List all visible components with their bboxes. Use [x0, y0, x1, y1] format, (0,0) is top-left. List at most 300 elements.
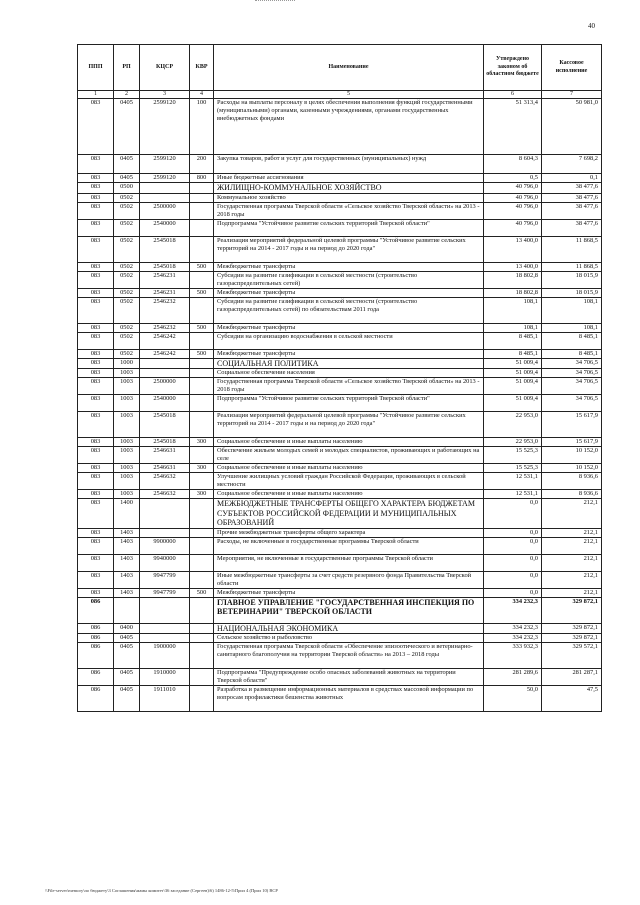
cell-ppp: 083	[78, 537, 114, 554]
cell-rp: 1003	[114, 395, 140, 412]
table-row	[78, 464, 602, 473]
cell-cash: 212,1	[542, 554, 602, 571]
page-number: 40	[588, 22, 595, 30]
cell-approved: 0,0	[484, 588, 542, 597]
cell-kvr	[190, 528, 214, 537]
cell-kcsr: 2546631	[140, 464, 190, 473]
cell-rp: 1003	[114, 447, 140, 464]
cell-kcsr	[140, 528, 190, 537]
top-edge-mark	[255, 0, 295, 3]
cell-ppp: 083	[78, 202, 114, 219]
cell-cash: 108,1	[542, 323, 602, 332]
cell-approved: 12 531,1	[484, 473, 542, 490]
cell-name: Межбюджетные трансферты	[214, 323, 484, 332]
cell-ppp: 083	[78, 358, 114, 369]
cell-cash: 212,1	[542, 571, 602, 588]
cell-cash: 8 485,1	[542, 332, 602, 349]
cell-kvr	[190, 358, 214, 369]
cell-approved: 334 232,3	[484, 623, 542, 634]
cell-rp: 0400	[114, 623, 140, 634]
table-row	[78, 155, 602, 174]
cell-kvr	[190, 369, 214, 378]
cell-name: МЕЖБЮДЖЕТНЫЕ ТРАНСФЕРТЫ ОБЩЕГО ХАРАКТЕРА БЮДЖЕТАМ СУБЪЕКТОВ РОССИЙСКОЙ ФЕДЕРАЦИИ И МУНИЦИПАЛЬНЫХ ОБРАЗОВАНИЙ	[214, 499, 484, 529]
cell-approved: 333 932,3	[484, 643, 542, 669]
cell-approved: 18 802,8	[484, 288, 542, 297]
cell-cash: 47,5	[542, 686, 602, 712]
table-row	[78, 395, 602, 412]
cell-ppp: 083	[78, 262, 114, 271]
cell-ppp: 083	[78, 193, 114, 202]
cell-kvr	[190, 378, 214, 395]
table-row	[78, 358, 602, 369]
cell-kvr	[190, 412, 214, 438]
file-path-footer: \\File-server\memory\по бюджету\3 Соглашения\мамы комитет\36 заседание (Сергеев)\6) 1486-12-5\Прил 4 (Прил 10) ВСР	[45, 888, 278, 893]
cell-ppp: 083	[78, 99, 114, 155]
cell-cash: 8 485,1	[542, 349, 602, 358]
budget-table	[77, 44, 602, 712]
cell-approved: 8 485,1	[484, 332, 542, 349]
cell-name: Реализация мероприятий федеральной целевой программы "Устойчивое развитие сельских территорий на 2014 - 2017 годы и на период до 2020 года"	[214, 412, 484, 438]
cell-ppp: 083	[78, 438, 114, 447]
cell-kvr	[190, 597, 214, 623]
cell-ppp: 083	[78, 174, 114, 183]
cell-ppp: 083	[78, 499, 114, 529]
column-index: 6	[484, 91, 542, 99]
cell-cash: 10 152,0	[542, 464, 602, 473]
cell-cash: 8 936,6	[542, 490, 602, 499]
cell-name: Субсидии на организацию водоснабжения в сельской местности	[214, 332, 484, 349]
cell-cash: 38 477,6	[542, 183, 602, 194]
cell-kvr	[190, 236, 214, 262]
cell-rp: 0502	[114, 202, 140, 219]
cell-kcsr: 2546632	[140, 473, 190, 490]
cell-approved: 22 953,0	[484, 412, 542, 438]
cell-kvr: 500	[190, 588, 214, 597]
table-row	[78, 554, 602, 571]
cell-rp: 1403	[114, 537, 140, 554]
table-row	[78, 297, 602, 323]
cell-approved: 12 531,1	[484, 490, 542, 499]
cell-kcsr	[140, 358, 190, 369]
cell-kvr: 500	[190, 323, 214, 332]
cell-name: Подпрограмма "Устойчивое развитие сельских территорий Тверской области"	[214, 395, 484, 412]
header-kvr: КВР	[190, 45, 214, 91]
cell-kvr	[190, 332, 214, 349]
cell-kvr: 200	[190, 155, 214, 174]
cell-rp: 0405	[114, 155, 140, 174]
cell-cash: 34 706,5	[542, 358, 602, 369]
table-row	[78, 271, 602, 288]
cell-cash: 34 706,5	[542, 378, 602, 395]
cell-kcsr: 2546231	[140, 288, 190, 297]
cell-cash: 329 572,1	[542, 643, 602, 669]
table-row	[78, 193, 602, 202]
cell-cash: 11 868,5	[542, 262, 602, 271]
table-row	[78, 490, 602, 499]
cell-name: Разработка и размещение информационных материалов в средствах массовой информации по вопросам профилактики бешенства животных	[214, 686, 484, 712]
cell-name: Межбюджетные трансферты	[214, 262, 484, 271]
cell-approved: 281 289,6	[484, 669, 542, 686]
table-row	[78, 537, 602, 554]
cell-kcsr: 1900000	[140, 643, 190, 669]
cell-approved: 0,0	[484, 537, 542, 554]
cell-cash: 212,1	[542, 499, 602, 529]
cell-ppp: 083	[78, 378, 114, 395]
cell-kvr	[190, 669, 214, 686]
cell-ppp: 086	[78, 643, 114, 669]
cell-kcsr: 2546242	[140, 332, 190, 349]
cell-ppp: 083	[78, 464, 114, 473]
cell-cash: 18 015,9	[542, 271, 602, 288]
cell-kvr	[190, 623, 214, 634]
table-row	[78, 499, 602, 529]
cell-name: Расходы на выплаты персоналу в целях обеспечения выполнения функций государственными (муниципальными) органами, казенными учреждениями, органами государственных внебюджетных фондами	[214, 99, 484, 155]
cell-ppp: 086	[78, 686, 114, 712]
cell-kcsr: 9947799	[140, 588, 190, 597]
cell-name: Межбюджетные трансферты	[214, 349, 484, 358]
cell-ppp: 086	[78, 634, 114, 643]
column-index: 4	[190, 91, 214, 99]
cell-approved: 8 604,3	[484, 155, 542, 174]
header-ppp: ППП	[78, 45, 114, 91]
cell-kvr	[190, 447, 214, 464]
cell-approved: 0,0	[484, 499, 542, 529]
cell-cash: 108,1	[542, 297, 602, 323]
cell-approved: 40 796,0	[484, 183, 542, 194]
cell-rp: 1003	[114, 473, 140, 490]
cell-rp: 0502	[114, 271, 140, 288]
cell-ppp: 083	[78, 447, 114, 464]
cell-kcsr: 2545018	[140, 438, 190, 447]
cell-ppp: 083	[78, 571, 114, 588]
table-row	[78, 643, 602, 669]
cell-rp: 1003	[114, 490, 140, 499]
cell-ppp: 083	[78, 349, 114, 358]
cell-rp: 0405	[114, 686, 140, 712]
cell-rp: 0502	[114, 262, 140, 271]
cell-kcsr: 2545018	[140, 412, 190, 438]
cell-cash: 7 698,2	[542, 155, 602, 174]
cell-approved: 0,5	[484, 174, 542, 183]
table-row	[78, 202, 602, 219]
table-row	[78, 219, 602, 236]
cell-kvr	[190, 499, 214, 529]
cell-cash: 50 981,0	[542, 99, 602, 155]
table-row	[78, 412, 602, 438]
cell-kvr	[190, 537, 214, 554]
cell-rp: 0405	[114, 174, 140, 183]
cell-cash: 38 477,6	[542, 193, 602, 202]
cell-kcsr: 1911010	[140, 686, 190, 712]
cell-name: Иные межбюджетные трансферты за счет средств резервного фонда Правительства Тверской области	[214, 571, 484, 588]
cell-rp: 1403	[114, 588, 140, 597]
cell-approved: 0,0	[484, 528, 542, 537]
cell-cash: 8 936,6	[542, 473, 602, 490]
table-row	[78, 473, 602, 490]
table-row	[78, 332, 602, 349]
cell-ppp: 083	[78, 395, 114, 412]
cell-rp: 1400	[114, 499, 140, 529]
cell-name: Иные бюджетные ассигнования	[214, 174, 484, 183]
table-row	[78, 323, 602, 332]
cell-approved: 0,0	[484, 571, 542, 588]
cell-rp: 1003	[114, 438, 140, 447]
cell-cash: 34 706,5	[542, 369, 602, 378]
cell-rp: 1003	[114, 369, 140, 378]
cell-name: Государственная программа Тверской области «Сельское хозяйство Тверской области» на 2013 - 2018 годы	[214, 378, 484, 395]
cell-approved: 51 009,4	[484, 369, 542, 378]
cell-name: Прочие межбюджетные трансферты общего характера	[214, 528, 484, 537]
cell-cash: 38 477,6	[542, 219, 602, 236]
column-index-row	[78, 91, 602, 99]
cell-rp: 0500	[114, 183, 140, 194]
cell-kvr: 100	[190, 99, 214, 155]
cell-cash: 15 617,9	[542, 438, 602, 447]
cell-ppp: 086	[78, 669, 114, 686]
cell-kvr: 500	[190, 288, 214, 297]
cell-kvr: 300	[190, 464, 214, 473]
cell-cash: 329 872,1	[542, 634, 602, 643]
table-row	[78, 349, 602, 358]
cell-kcsr: 2599120	[140, 155, 190, 174]
cell-approved: 0,0	[484, 554, 542, 571]
cell-kcsr: 2545018	[140, 236, 190, 262]
table-row	[78, 288, 602, 297]
cell-ppp: 083	[78, 271, 114, 288]
cell-ppp: 083	[78, 219, 114, 236]
cell-cash: 18 015,9	[542, 288, 602, 297]
cell-kcsr: 9940000	[140, 554, 190, 571]
table-row	[78, 447, 602, 464]
cell-name: Субсидии на развитие газификации в сельской местности (строительство газораспределительных сетей) по обязательствам 2011 года	[214, 297, 484, 323]
cell-kvr	[190, 554, 214, 571]
table-row	[78, 378, 602, 395]
cell-rp: 0502	[114, 219, 140, 236]
cell-kcsr: 2545018	[140, 262, 190, 271]
table-row	[78, 236, 602, 262]
cell-cash: 34 706,5	[542, 395, 602, 412]
header-name: Наименование	[214, 45, 484, 91]
cell-name: Реализация мероприятий федеральной целевой программы "Устойчивое развитие сельских территорий на 2014 - 2017 годы и на период до 2020 года"	[214, 236, 484, 262]
cell-rp: 1403	[114, 554, 140, 571]
cell-rp: 0405	[114, 634, 140, 643]
cell-kcsr: 1910000	[140, 669, 190, 686]
cell-approved: 108,1	[484, 297, 542, 323]
cell-rp: 0405	[114, 643, 140, 669]
header-rp: РП	[114, 45, 140, 91]
table-row	[78, 588, 602, 597]
cell-approved: 40 796,0	[484, 219, 542, 236]
cell-approved: 15 525,3	[484, 464, 542, 473]
cell-ppp: 083	[78, 473, 114, 490]
cell-cash: 281 287,1	[542, 669, 602, 686]
cell-kcsr	[140, 634, 190, 643]
cell-name: Сельское хозяйство и рыболовство	[214, 634, 484, 643]
cell-ppp: 086	[78, 597, 114, 623]
cell-ppp: 083	[78, 528, 114, 537]
cell-kcsr	[140, 499, 190, 529]
cell-name: Коммунальное хозяйство	[214, 193, 484, 202]
cell-approved: 22 953,0	[484, 438, 542, 447]
header-approved: Утверждено законом об областном бюджете	[484, 45, 542, 91]
cell-rp: 1403	[114, 528, 140, 537]
cell-name: НАЦИОНАЛЬНАЯ ЭКОНОМИКА	[214, 623, 484, 634]
cell-approved: 334 232,3	[484, 597, 542, 623]
table-body	[78, 99, 602, 712]
cell-kcsr: 2500000	[140, 202, 190, 219]
cell-kcsr: 2500000	[140, 378, 190, 395]
cell-kvr	[190, 271, 214, 288]
table-row	[78, 369, 602, 378]
cell-kcsr: 2546232	[140, 297, 190, 323]
cell-ppp: 083	[78, 236, 114, 262]
cell-kcsr	[140, 193, 190, 202]
cell-name: Межбюджетные трансферты	[214, 288, 484, 297]
cell-cash: 10 152,0	[542, 447, 602, 464]
cell-name: Социальное обеспечение населения	[214, 369, 484, 378]
cell-kvr: 500	[190, 262, 214, 271]
cell-approved: 13 400,0	[484, 262, 542, 271]
cell-ppp: 083	[78, 412, 114, 438]
cell-kcsr	[140, 183, 190, 194]
cell-kcsr: 9900000	[140, 537, 190, 554]
cell-cash: 15 617,9	[542, 412, 602, 438]
cell-name: Социальное обеспечение и иные выплаты населению	[214, 490, 484, 499]
cell-rp: 0502	[114, 288, 140, 297]
cell-name: Закупка товаров, работ и услуг для государственных (муниципальных) нужд	[214, 155, 484, 174]
cell-kcsr: 2546632	[140, 490, 190, 499]
cell-kvr	[190, 297, 214, 323]
column-index: 1	[78, 91, 114, 99]
cell-name: Подпрограмма "Предупреждение особо опасных заболеваний животных на территории Тверской области"	[214, 669, 484, 686]
cell-name: Расходы, не включенные в государственные программы Тверской области	[214, 537, 484, 554]
cell-rp: 0502	[114, 193, 140, 202]
table-row	[78, 669, 602, 686]
cell-cash: 329 872,1	[542, 597, 602, 623]
cell-kvr	[190, 643, 214, 669]
cell-name: Обеспечение жильем молодых семей и молодых специалистов, проживающих и работающих на селе	[214, 447, 484, 464]
cell-rp	[114, 597, 140, 623]
cell-approved: 51 009,4	[484, 395, 542, 412]
cell-kvr	[190, 202, 214, 219]
cell-kcsr: 2540000	[140, 219, 190, 236]
cell-kvr	[190, 193, 214, 202]
cell-approved: 108,1	[484, 323, 542, 332]
cell-ppp: 083	[78, 369, 114, 378]
cell-rp: 0405	[114, 669, 140, 686]
cell-kcsr: 9947799	[140, 571, 190, 588]
cell-cash: 11 868,5	[542, 236, 602, 262]
cell-ppp: 083	[78, 183, 114, 194]
cell-rp: 1003	[114, 412, 140, 438]
cell-kvr	[190, 473, 214, 490]
cell-rp: 0502	[114, 297, 140, 323]
cell-name: Субсидии на развитие газификации в сельской местности (строительство газораспределительных сетей)	[214, 271, 484, 288]
cell-name: Улучшение жилищных условий граждан Российской Федерации, проживающих в сельской местности	[214, 473, 484, 490]
cell-kcsr: 2599120	[140, 99, 190, 155]
cell-kvr	[190, 686, 214, 712]
cell-kcsr: 2540000	[140, 395, 190, 412]
cell-kvr	[190, 571, 214, 588]
cell-kvr	[190, 219, 214, 236]
cell-kcsr: 2546631	[140, 447, 190, 464]
cell-approved: 18 802,8	[484, 271, 542, 288]
cell-approved: 40 796,0	[484, 193, 542, 202]
cell-approved: 50,0	[484, 686, 542, 712]
cell-approved: 13 400,0	[484, 236, 542, 262]
cell-kcsr	[140, 623, 190, 634]
table-row	[78, 99, 602, 155]
cell-kcsr	[140, 597, 190, 623]
cell-approved: 51 009,4	[484, 358, 542, 369]
cell-name: СОЦИАЛЬНАЯ ПОЛИТИКА	[214, 358, 484, 369]
cell-ppp: 083	[78, 554, 114, 571]
column-index: 7	[542, 91, 602, 99]
cell-name: Подпрограмма "Устойчивое развитие сельских территорий Тверской области"	[214, 219, 484, 236]
cell-kvr	[190, 183, 214, 194]
column-index: 5	[214, 91, 484, 99]
cell-approved: 334 232,3	[484, 634, 542, 643]
header-kcsr: КЦСР	[140, 45, 190, 91]
cell-cash: 212,1	[542, 588, 602, 597]
table-row	[78, 438, 602, 447]
cell-kvr	[190, 634, 214, 643]
table-row	[78, 634, 602, 643]
cell-kvr	[190, 395, 214, 412]
cell-kvr: 500	[190, 349, 214, 358]
cell-kvr: 300	[190, 490, 214, 499]
table-row	[78, 262, 602, 271]
cell-name: ГЛАВНОЕ УПРАВЛЕНИЕ "ГОСУДАРСТВЕННАЯ ИНСПЕКЦИЯ ПО ВЕТЕРИНАРИИ" ТВЕРСКОЙ ОБЛАСТИ	[214, 597, 484, 623]
cell-ppp: 083	[78, 297, 114, 323]
cell-ppp: 083	[78, 155, 114, 174]
cell-rp: 1000	[114, 358, 140, 369]
table-row	[78, 528, 602, 537]
table-row	[78, 174, 602, 183]
cell-ppp: 083	[78, 588, 114, 597]
table-row	[78, 686, 602, 712]
cell-kcsr	[140, 369, 190, 378]
cell-approved: 15 525,3	[484, 447, 542, 464]
cell-kcsr: 2546232	[140, 323, 190, 332]
cell-rp: 0502	[114, 332, 140, 349]
cell-name: Государственная программа Тверской области «Сельское хозяйство Тверской области» на 2013 - 2018 годы	[214, 202, 484, 219]
cell-approved: 8 485,1	[484, 349, 542, 358]
cell-rp: 0502	[114, 236, 140, 262]
cell-approved: 40 796,0	[484, 202, 542, 219]
cell-kvr: 800	[190, 174, 214, 183]
cell-rp: 0405	[114, 99, 140, 155]
cell-approved: 51 009,4	[484, 378, 542, 395]
cell-approved: 51 313,4	[484, 99, 542, 155]
column-index: 2	[114, 91, 140, 99]
column-index: 3	[140, 91, 190, 99]
cell-kcsr: 2599120	[140, 174, 190, 183]
cell-ppp: 083	[78, 490, 114, 499]
cell-kvr: 300	[190, 438, 214, 447]
cell-rp: 1003	[114, 464, 140, 473]
cell-cash: 212,1	[542, 537, 602, 554]
table-row	[78, 597, 602, 623]
cell-name: Государственная программа Тверской области «Обеспечение эпизоотического и ветеринарно-санитарного благополучия на территории Тверской области» на 2013 – 2018 годы	[214, 643, 484, 669]
cell-ppp: 083	[78, 332, 114, 349]
cell-ppp: 083	[78, 288, 114, 297]
header-cash: Кассовое исполнение	[542, 45, 602, 91]
cell-kcsr: 2546231	[140, 271, 190, 288]
cell-kcsr: 2546242	[140, 349, 190, 358]
cell-cash: 329 872,1	[542, 623, 602, 634]
cell-rp: 0502	[114, 323, 140, 332]
